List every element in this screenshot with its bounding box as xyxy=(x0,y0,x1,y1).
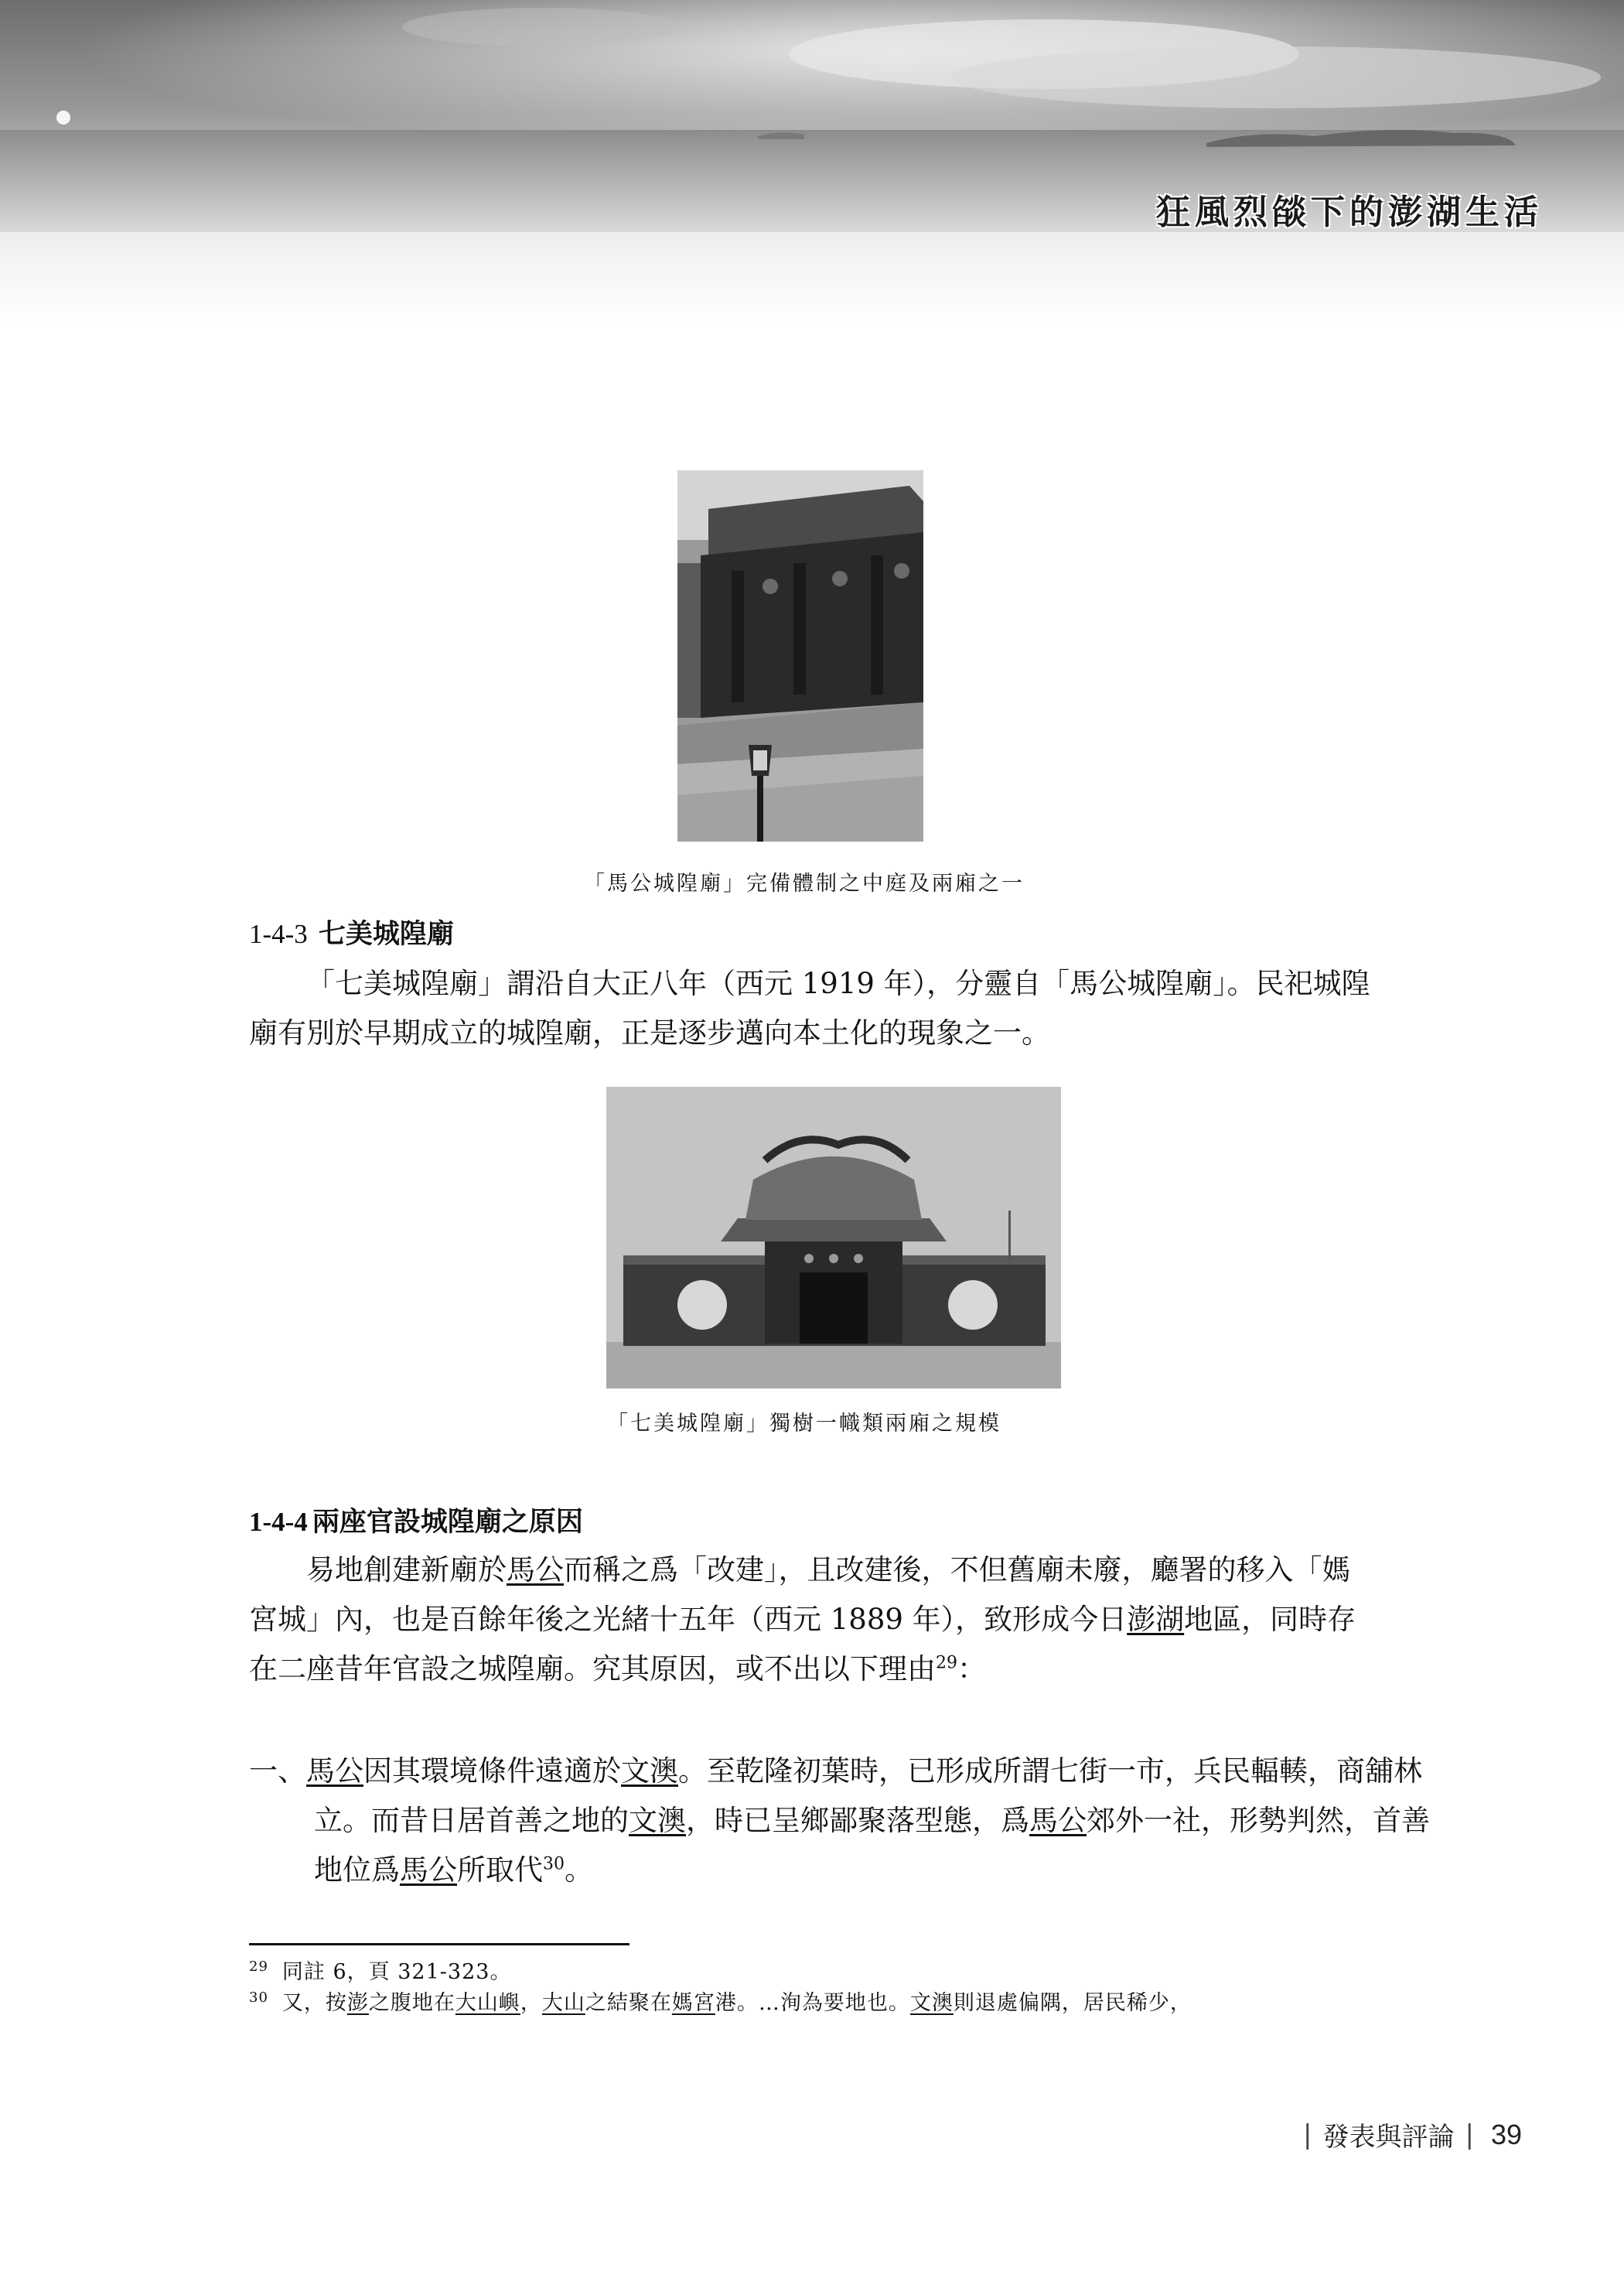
divider: | xyxy=(1303,2119,1312,2150)
section-number: 1-4-4 xyxy=(249,1507,308,1537)
footnote-ref-29: 29 xyxy=(936,1653,957,1673)
section-number: 1-4-3 xyxy=(249,919,308,949)
footnote-30: $^{30}$ 又，按澎之腹地在大山嶼，大山之結聚在媽宮港。…洵為要地也。文澳則退處偏隅，居民稀少， xyxy=(249,1989,1192,2015)
figure-caption-2: 「七美城隍廟」獨樹一幟類兩廂之規模 xyxy=(607,1412,1001,1436)
section-title: 七美城隍廟 xyxy=(318,918,454,950)
header-seascape-banner xyxy=(0,0,1624,325)
list-item-1: 一、馬公因其環境條件遠適於文澳。至乾隆初葉時，已形成所謂七街一市，兵民輻輳，商舖林立。而昔日居首善之地的文澳，時已呈鄉鄙聚落型態，爲馬公郊外一社，形勢判然，首善地位爲馬公所取代$^{30}$。 xyxy=(249,1754,1430,1887)
running-header-title: 狂風烈燄下的澎湖生活 xyxy=(1156,193,1543,232)
footnote-separator xyxy=(249,1943,629,1945)
footnote-29: $^{29}$ 同註 6，頁 321-323。 xyxy=(249,1959,512,1984)
footnote-ref-30: 30 xyxy=(543,1854,565,1874)
divider: | xyxy=(1465,2119,1474,2150)
section-label: 發表與評論 xyxy=(1322,2122,1455,2153)
section-heading-1-4-4 xyxy=(249,1501,583,1539)
place-name-magong: 馬公 xyxy=(507,1553,564,1586)
page-number: 39 xyxy=(1490,2118,1522,2150)
photo-magong-temple-courtyard xyxy=(677,470,923,842)
section-title: 兩座官設城隍廟之原因 xyxy=(312,1506,583,1538)
paragraph-two-temples-reason: 易地創建新廟於馬公而稱之爲「改建」，且改建後，不但舊廟未廢，廳署的移入「媽宮城」內，也是百餘年後之光緒十五年（西元 1889 年），致形成今日澎湖地區，同時存在二座昔年官設之城隍廟。究其原因，或不出以下理由$^{29}$： xyxy=(249,1553,1356,1685)
section-heading-1-4-3 xyxy=(249,913,454,951)
list-marker: 一、 xyxy=(249,1754,306,1788)
photo-qimei-temple-facade xyxy=(606,1087,1061,1388)
paragraph-qimei-temple: 「七美城隍廟」謂沿自大正八年（西元 1919 年），分靈自「馬公城隍廟」。民祀城隍廟有別於早期成立的城隍廟，正是逐步邁向本土化的現象之一。 xyxy=(249,967,1370,1050)
page-footer xyxy=(1303,2116,1522,2153)
figure-caption-1: 「馬公城隍廟」完備體制之中庭及兩廂之一 xyxy=(584,872,1025,896)
place-name-penghu: 澎湖 xyxy=(1127,1603,1185,1636)
